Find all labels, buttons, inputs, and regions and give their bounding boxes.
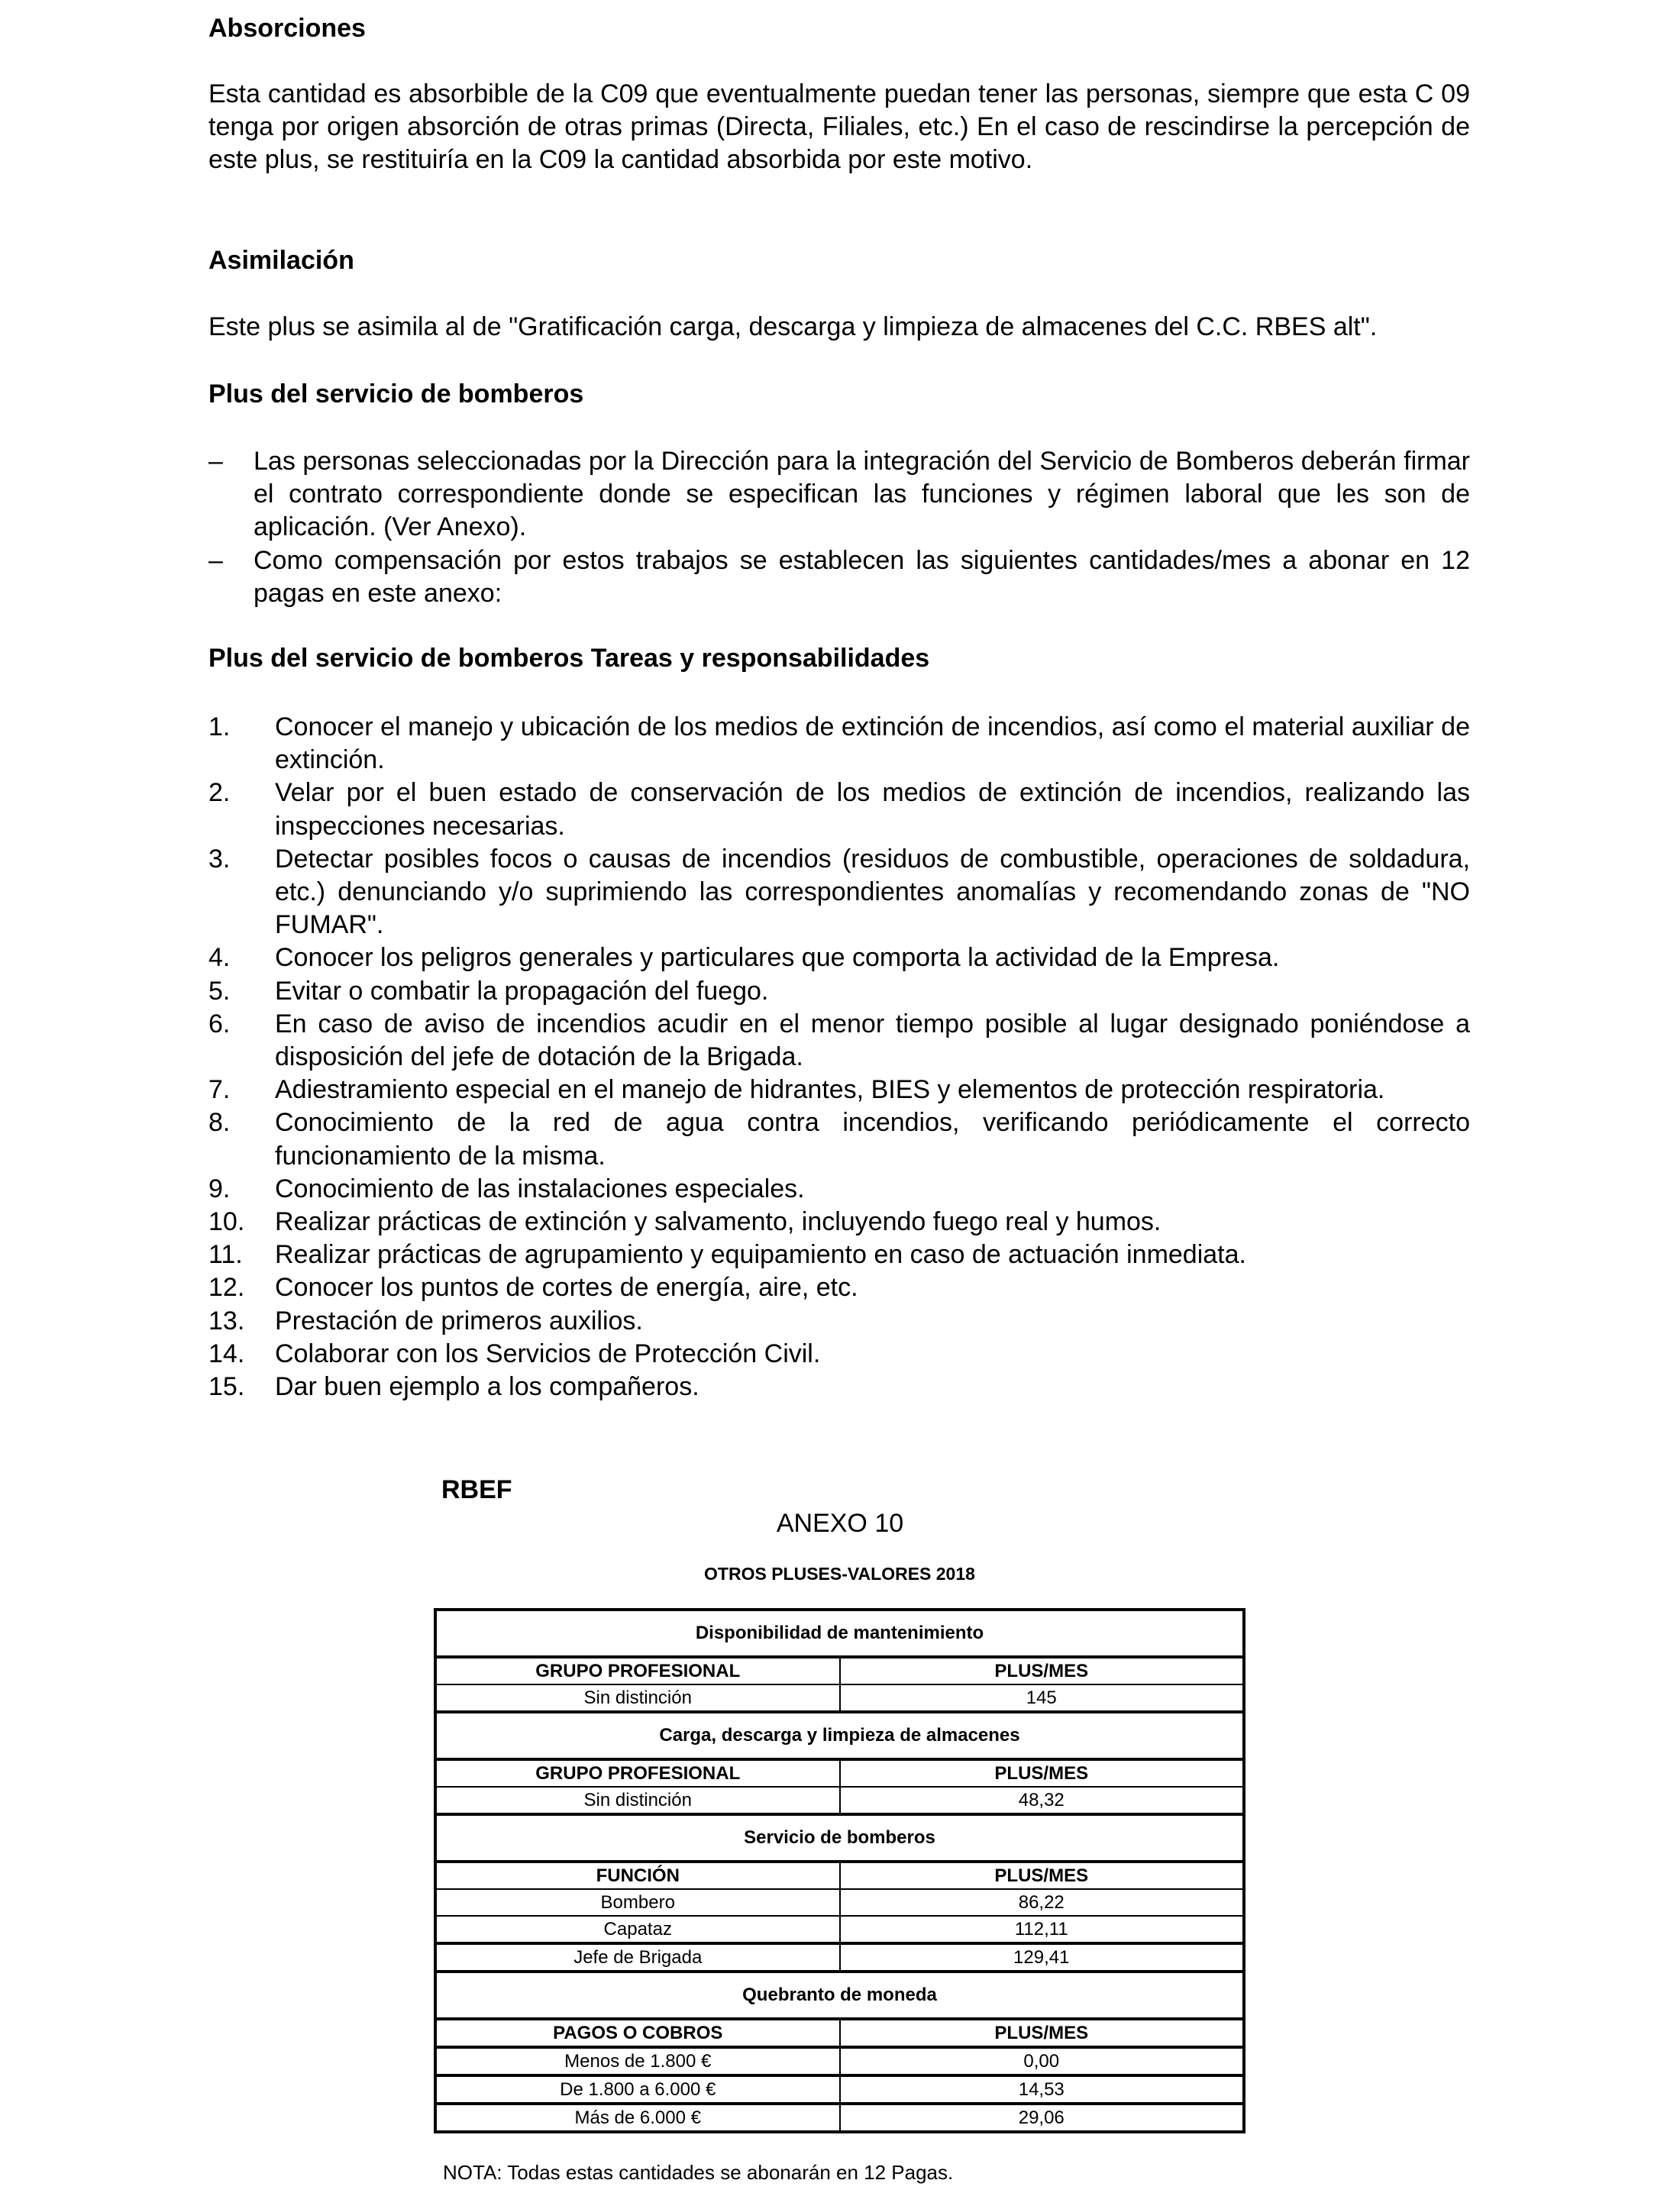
- heading-tareas: Plus del servicio de bomberos Tareas y responsabilidades: [208, 644, 930, 673]
- list-item: [208, 1239, 1470, 1271]
- pluses-table: [434, 1608, 1245, 2133]
- column-header: GRUPO PROFESIONAL: [435, 1657, 840, 1684]
- list-item: [208, 1338, 1470, 1371]
- table-cell: Menos de 1.800 €: [435, 2047, 840, 2075]
- table-row: [435, 2075, 1244, 2104]
- section-title-cell: Disponibilidad de mantenimiento: [435, 1610, 1244, 1657]
- table-row: [435, 2104, 1244, 2132]
- table-cell: 14,53: [840, 2075, 1245, 2104]
- item-text: Realizar prácticas de extinción y salvamento, incluyendo fuego real y humos.: [275, 1207, 1161, 1237]
- bullet-text: Como compensación por estos trabajos se establecen las siguientes cantidades/mes a abonar en 12 pagas en este anexo:: [254, 545, 1470, 608]
- item-text: Realizar prácticas de agrupamiento y equipamiento en caso de actuación inmediata.: [275, 1240, 1246, 1270]
- list-item: [208, 1106, 1470, 1172]
- column-header: GRUPO PROFESIONAL: [435, 1759, 840, 1787]
- table-section-title: [435, 1712, 1244, 1759]
- list-item: [208, 975, 1470, 1008]
- list-item: [208, 1008, 1470, 1074]
- table-cell: De 1.800 a 6.000 €: [435, 2075, 840, 2104]
- table-cell: Bombero: [435, 1889, 840, 1916]
- heading-plus-bomberos: Plus del servicio de bomberos: [208, 379, 584, 409]
- paragraph-absorciones: Esta cantidad es absorbible de la C09 que eventualmente puedan tener las personas, siempre que esta C 09 tenga por origen absorción de otras primas (Directa, Filiales, etc.) En el caso de rescindirse la percepción de este plus, se restituiría en la C09 la cantidad absorbida por este motivo.: [208, 79, 1470, 175]
- item-number: 1.: [208, 712, 231, 741]
- list-item: [208, 1305, 1470, 1338]
- table-header-row: [435, 2019, 1244, 2047]
- column-header: PLUS/MES: [840, 2019, 1245, 2047]
- dash-bullet-icon: –: [208, 447, 223, 476]
- heading-absorciones: Absorciones: [208, 14, 366, 43]
- list-item: [208, 777, 1470, 842]
- table-cell: Sin distinción: [435, 1787, 840, 1814]
- item-number: 15.: [208, 1372, 245, 1402]
- table-section-title: [435, 1814, 1244, 1862]
- table-footnote: NOTA: Todas estas cantidades se abonarán en 12 Pagas.: [443, 2161, 954, 2184]
- column-header: PLUS/MES: [840, 1657, 1245, 1684]
- heading-asimilacion: Asimilación: [208, 246, 354, 275]
- table-row: [435, 1916, 1244, 1943]
- table-header-row: [435, 1862, 1244, 1889]
- column-header: PLUS/MES: [840, 1862, 1245, 1889]
- section-title-cell: Servicio de bomberos: [435, 1814, 1244, 1862]
- item-text: Evitar o combatir la propagación del fuego.: [275, 976, 769, 1006]
- list-item: [208, 1173, 1470, 1206]
- item-text: Conocer el manejo y ubicación de los medios de extinción de incendios, así como el material auxiliar de extinción.: [275, 712, 1470, 775]
- item-text: Dar buen ejemplo a los compañeros.: [275, 1372, 699, 1402]
- table-cell: 112,11: [840, 1916, 1245, 1943]
- item-number: 2.: [208, 778, 231, 808]
- column-header: FUNCIÓN: [435, 1862, 840, 1889]
- list-item: [208, 1074, 1470, 1106]
- section-title-cell: Carga, descarga y limpieza de almacenes: [435, 1712, 1244, 1759]
- bomberos-bullet-list: [208, 445, 1470, 610]
- company-label: RBEF: [441, 1475, 512, 1504]
- table-cell: 86,22: [840, 1889, 1245, 1916]
- item-number: 11.: [208, 1240, 243, 1270]
- item-number: 3.: [208, 844, 231, 874]
- list-item: [208, 843, 1470, 942]
- table-header-row: [435, 1759, 1244, 1787]
- item-number: 6.: [208, 1009, 231, 1038]
- table-row: [435, 1943, 1244, 1972]
- table-header-row: [435, 1657, 1244, 1684]
- item-text: Detectar posibles focos o causas de incendios (residuos de combustible, operaciones de soldadura, etc.) denunciando y/o suprimiendo las correspondientes anomalías y recomendando zonas de "NO FUMAR".: [275, 844, 1470, 940]
- table-cell: Capataz: [435, 1916, 840, 1943]
- table-row: [435, 1684, 1244, 1712]
- list-item: [208, 1271, 1470, 1304]
- annex-subtitle: OTROS PLUSES-VALORES 2018: [704, 1564, 975, 1584]
- table-cell: 129,41: [840, 1943, 1245, 1972]
- column-header: PLUS/MES: [840, 1759, 1245, 1787]
- table-section-title: [435, 1972, 1244, 2019]
- bullet-text: Las personas seleccionadas por la Dirección para la integración del Servicio de Bomberos deberán firmar el contrato correspondiente donde se especifican las funciones y régimen laboral que les son de aplicación. (Ver Anexo).: [254, 447, 1470, 542]
- item-text: Conocimiento de la red de agua contra incendios, verificando periódicamente el correcto funcionamiento de la misma.: [275, 1108, 1470, 1171]
- table-cell: Jefe de Brigada: [435, 1943, 840, 1972]
- list-item: [208, 941, 1470, 974]
- table-cell: 29,06: [840, 2104, 1245, 2132]
- item-number: 5.: [208, 976, 231, 1006]
- table-row: [435, 1787, 1244, 1814]
- item-text: Conocer los peligros generales y particulares que comporta la actividad de la Empresa.: [275, 943, 1280, 973]
- item-text: Conocer los puntos de cortes de energía, aire, etc.: [275, 1273, 858, 1303]
- table-cell: 0,00: [840, 2047, 1245, 2075]
- annex-title: [0, 1507, 1680, 1540]
- item-text: Prestación de primeros auxilios.: [275, 1306, 643, 1336]
- table-cell: Más de 6.000 €: [435, 2104, 840, 2132]
- dash-bullet-icon: –: [208, 545, 223, 575]
- table-cell: 48,32: [840, 1787, 1245, 1814]
- table-cell: 145: [840, 1684, 1245, 1712]
- table-row: [435, 2047, 1244, 2075]
- table-section-title: [435, 1610, 1244, 1657]
- table-row: [435, 1889, 1244, 1916]
- item-number: 12.: [208, 1273, 245, 1303]
- item-text: Velar por el buen estado de conservación de los medios de extinción de incendios, realizando las inspecciones necesarias.: [275, 778, 1470, 841]
- column-header: PAGOS O COBROS: [435, 2019, 840, 2047]
- bullet-item: [208, 445, 1470, 544]
- list-item: [208, 711, 1470, 777]
- section-title-cell: Quebranto de moneda: [435, 1972, 1244, 2019]
- item-number: 14.: [208, 1339, 245, 1368]
- item-number: 8.: [208, 1108, 231, 1138]
- item-text: Adiestramiento especial en el manejo de hidrantes, BIES y elementos de protección respiratoria.: [275, 1075, 1385, 1105]
- item-text: En caso de aviso de incendios acudir en el menor tiempo posible al lugar designado poniéndose a disposición del jefe de dotación de la Brigada.: [275, 1009, 1470, 1072]
- list-item: [208, 1371, 1470, 1403]
- tareas-numbered-list: [208, 711, 1470, 1403]
- item-number: 9.: [208, 1174, 231, 1203]
- item-text: Conocimiento de las instalaciones especiales.: [275, 1174, 805, 1203]
- list-item: [208, 1206, 1470, 1239]
- item-number: 7.: [208, 1075, 231, 1105]
- annex-title-text: ANEXO 10: [776, 1509, 904, 1538]
- paragraph-asimilacion: Este plus se asimila al de "Gratificación carga, descarga y limpieza de almacenes del C.C. RBES alt".: [208, 312, 1378, 341]
- item-text: Colaborar con los Servicios de Protección Civil.: [275, 1339, 821, 1368]
- bullet-item: [208, 544, 1470, 610]
- item-number: 10.: [208, 1207, 245, 1237]
- table-cell: Sin distinción: [435, 1684, 840, 1712]
- item-number: 13.: [208, 1306, 245, 1336]
- item-number: 4.: [208, 943, 231, 973]
